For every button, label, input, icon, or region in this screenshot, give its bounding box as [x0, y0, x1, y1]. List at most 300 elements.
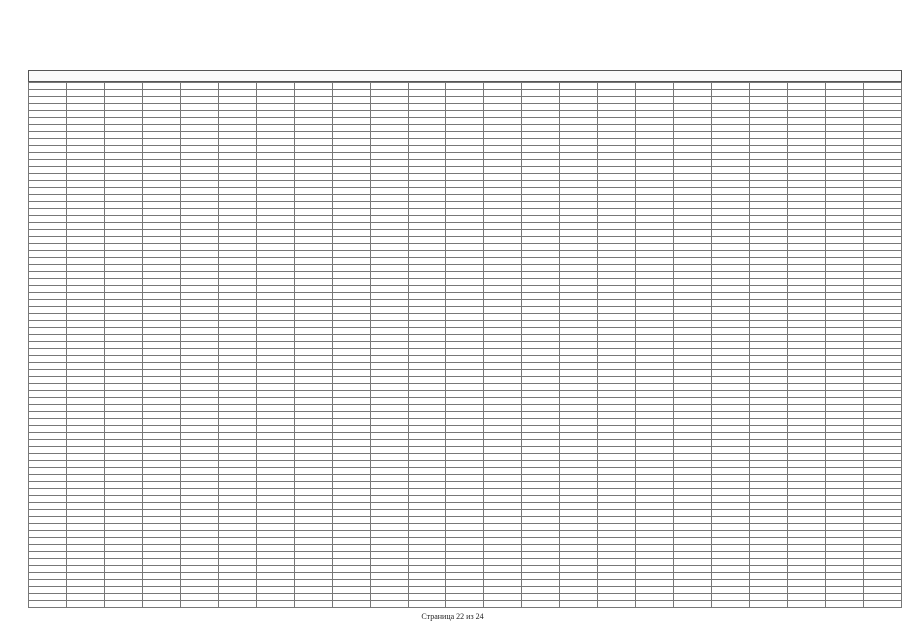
table-cell [863, 377, 901, 384]
table-cell [674, 510, 712, 517]
table-cell [826, 510, 864, 517]
table-cell [522, 160, 560, 167]
table-row [29, 125, 902, 132]
table-cell [788, 419, 826, 426]
table-cell [332, 489, 370, 496]
table-cell [788, 587, 826, 594]
table-cell [788, 391, 826, 398]
table-cell [712, 391, 750, 398]
table-cell [256, 265, 294, 272]
table-cell [446, 398, 484, 405]
table-cell [826, 363, 864, 370]
table-cell [180, 146, 218, 153]
table-cell [66, 594, 104, 601]
table-cell [180, 517, 218, 524]
table-cell [408, 216, 446, 223]
table-cell [408, 237, 446, 244]
table-cell [66, 475, 104, 482]
table-cell [750, 489, 788, 496]
table-cell [29, 286, 67, 293]
table-cell [522, 258, 560, 265]
table-cell [218, 251, 256, 258]
table-cell [826, 160, 864, 167]
table-cell [863, 573, 901, 580]
table-cell [256, 251, 294, 258]
table-cell [863, 398, 901, 405]
table-cell [826, 258, 864, 265]
table-row [29, 510, 902, 517]
table-cell [674, 377, 712, 384]
table-cell [750, 573, 788, 580]
table-cell [863, 482, 901, 489]
table-cell [788, 209, 826, 216]
table-cell [256, 482, 294, 489]
table-cell [598, 244, 636, 251]
table-cell [256, 286, 294, 293]
table-cell [256, 552, 294, 559]
table-cell [218, 293, 256, 300]
table-cell [712, 426, 750, 433]
table-cell [788, 552, 826, 559]
table-cell [446, 111, 484, 118]
table-cell [408, 342, 446, 349]
table-cell [180, 363, 218, 370]
table-cell [29, 510, 67, 517]
table-row [29, 188, 902, 195]
table-cell [826, 433, 864, 440]
table-cell [636, 426, 674, 433]
table-cell [522, 328, 560, 335]
table-cell [446, 90, 484, 97]
table-cell [218, 454, 256, 461]
table-cell [484, 524, 522, 531]
table-cell [560, 461, 598, 468]
table-cell [750, 447, 788, 454]
table-cell [446, 251, 484, 258]
table-cell [408, 307, 446, 314]
table-cell [750, 426, 788, 433]
table-cell [712, 293, 750, 300]
table-cell [522, 272, 560, 279]
table-cell [104, 244, 142, 251]
table-cell [180, 384, 218, 391]
table-cell [712, 461, 750, 468]
table-cell [180, 223, 218, 230]
table-cell [674, 412, 712, 419]
table-cell [826, 566, 864, 573]
table-cell [294, 328, 332, 335]
table-cell [636, 237, 674, 244]
table-cell [598, 321, 636, 328]
table-cell [788, 132, 826, 139]
table-cell [750, 370, 788, 377]
table-cell [66, 202, 104, 209]
table-cell [446, 496, 484, 503]
table-cell [66, 335, 104, 342]
table-cell [408, 104, 446, 111]
table-cell [674, 272, 712, 279]
table-row [29, 503, 902, 510]
table-cell [180, 286, 218, 293]
table-cell [863, 342, 901, 349]
table-cell [180, 405, 218, 412]
table-row [29, 545, 902, 552]
table-cell [788, 97, 826, 104]
table-cell [66, 454, 104, 461]
table-cell [560, 412, 598, 419]
table-cell [522, 321, 560, 328]
table-cell [294, 188, 332, 195]
table-cell [522, 594, 560, 601]
table-cell [294, 160, 332, 167]
table-cell [484, 111, 522, 118]
table-cell [788, 251, 826, 258]
table-cell [522, 279, 560, 286]
table-cell [750, 237, 788, 244]
table-cell [332, 125, 370, 132]
table-cell [560, 594, 598, 601]
table-row [29, 258, 902, 265]
table-cell [484, 482, 522, 489]
table-cell [408, 601, 446, 608]
table-cell [522, 90, 560, 97]
table-cell [750, 139, 788, 146]
table-cell [180, 90, 218, 97]
table-cell [484, 321, 522, 328]
table-cell [446, 307, 484, 314]
table-cell [370, 475, 408, 482]
table-cell [294, 370, 332, 377]
table-cell [788, 90, 826, 97]
table-cell [750, 146, 788, 153]
table-cell [370, 545, 408, 552]
table-cell [522, 216, 560, 223]
table-cell [636, 188, 674, 195]
table-cell [66, 440, 104, 447]
table-cell [522, 335, 560, 342]
table-cell [180, 426, 218, 433]
table-cell [104, 216, 142, 223]
table-cell [712, 398, 750, 405]
table-cell [408, 146, 446, 153]
table-cell [66, 356, 104, 363]
table-cell [560, 510, 598, 517]
table-cell [294, 237, 332, 244]
table-cell [826, 426, 864, 433]
table-cell [826, 468, 864, 475]
table-cell [408, 587, 446, 594]
table-cell [446, 461, 484, 468]
table-cell [294, 307, 332, 314]
table-row [29, 405, 902, 412]
table-cell [29, 174, 67, 181]
table-cell [674, 440, 712, 447]
table-cell [294, 475, 332, 482]
table-cell [674, 517, 712, 524]
table-cell [29, 223, 67, 230]
table-cell [142, 489, 180, 496]
table-cell [560, 531, 598, 538]
table-row [29, 517, 902, 524]
table-cell [218, 97, 256, 104]
table-cell [826, 300, 864, 307]
table-cell [750, 265, 788, 272]
table-cell [218, 419, 256, 426]
table-cell [826, 552, 864, 559]
table-cell [826, 412, 864, 419]
table-cell [218, 461, 256, 468]
table-cell [598, 300, 636, 307]
table-cell [66, 503, 104, 510]
table-cell [484, 559, 522, 566]
table-cell [408, 160, 446, 167]
table-cell [712, 370, 750, 377]
table-row [29, 167, 902, 174]
table-row [29, 433, 902, 440]
table-cell [484, 384, 522, 391]
table-cell [788, 524, 826, 531]
table-cell [788, 454, 826, 461]
table-cell [408, 349, 446, 356]
table-cell [29, 412, 67, 419]
table-cell [712, 482, 750, 489]
table-cell [104, 146, 142, 153]
table-cell [674, 195, 712, 202]
table-cell [256, 293, 294, 300]
table-cell [332, 293, 370, 300]
table-row [29, 160, 902, 167]
table-cell [370, 503, 408, 510]
table-cell [712, 230, 750, 237]
table-cell [294, 321, 332, 328]
table-cell [256, 342, 294, 349]
table-cell [826, 230, 864, 237]
table-cell [104, 524, 142, 531]
table-cell [180, 216, 218, 223]
table-cell [788, 405, 826, 412]
table-cell [332, 216, 370, 223]
table-cell [104, 517, 142, 524]
table-cell [750, 433, 788, 440]
table-row [29, 601, 902, 608]
table-cell [180, 160, 218, 167]
table-cell [863, 237, 901, 244]
table-row [29, 181, 902, 188]
table-cell [674, 447, 712, 454]
table-cell [674, 454, 712, 461]
table-cell [104, 118, 142, 125]
table-cell [560, 202, 598, 209]
table-cell [408, 244, 446, 251]
table-cell [66, 566, 104, 573]
table-cell [636, 461, 674, 468]
table-cell [104, 461, 142, 468]
table-cell [218, 503, 256, 510]
table-cell [256, 370, 294, 377]
table-row [29, 349, 902, 356]
table-cell [256, 104, 294, 111]
table-cell [408, 90, 446, 97]
table-cell [636, 300, 674, 307]
table-cell [484, 545, 522, 552]
table-cell [712, 139, 750, 146]
table-cell [294, 97, 332, 104]
table-cell [294, 545, 332, 552]
table-cell [598, 412, 636, 419]
table-cell [180, 237, 218, 244]
table-cell [446, 489, 484, 496]
table-cell [29, 370, 67, 377]
table-cell [180, 370, 218, 377]
table-cell [560, 489, 598, 496]
table-cell [712, 405, 750, 412]
table-cell [294, 174, 332, 181]
table-cell [104, 447, 142, 454]
table-cell [826, 279, 864, 286]
table-cell [522, 475, 560, 482]
table-cell [370, 398, 408, 405]
table-cell [863, 391, 901, 398]
table-cell [294, 482, 332, 489]
table-cell [674, 230, 712, 237]
table-cell [332, 83, 370, 90]
table-row [29, 566, 902, 573]
table-cell [750, 468, 788, 475]
table-cell [788, 566, 826, 573]
table-cell [29, 188, 67, 195]
table-cell [218, 146, 256, 153]
table-cell [218, 531, 256, 538]
table-cell [29, 237, 67, 244]
table-cell [674, 167, 712, 174]
table-cell [180, 118, 218, 125]
table-cell [29, 391, 67, 398]
table-cell [29, 97, 67, 104]
table-cell [598, 90, 636, 97]
table-cell [826, 251, 864, 258]
table-cell [446, 244, 484, 251]
table-cell [712, 300, 750, 307]
table-cell [294, 139, 332, 146]
table-cell [484, 181, 522, 188]
table-cell [446, 601, 484, 608]
table-cell [674, 139, 712, 146]
table-cell [66, 216, 104, 223]
table-cell [674, 356, 712, 363]
table-cell [446, 573, 484, 580]
table-cell [218, 216, 256, 223]
table-cell [446, 153, 484, 160]
table-cell [598, 335, 636, 342]
table-cell [560, 97, 598, 104]
table-cell [522, 412, 560, 419]
table-cell [636, 251, 674, 258]
table-cell [484, 356, 522, 363]
table-cell [408, 545, 446, 552]
table-cell [484, 447, 522, 454]
table-cell [66, 307, 104, 314]
table-cell [256, 405, 294, 412]
table-cell [788, 398, 826, 405]
table-cell [446, 293, 484, 300]
table-cell [29, 475, 67, 482]
table-cell [408, 125, 446, 132]
table-cell [332, 496, 370, 503]
table-cell [180, 559, 218, 566]
table-cell [29, 454, 67, 461]
table-cell [29, 503, 67, 510]
table-cell [826, 335, 864, 342]
table-cell [142, 545, 180, 552]
table-cell [750, 97, 788, 104]
table-cell [104, 587, 142, 594]
table-cell [446, 363, 484, 370]
table-cell [560, 230, 598, 237]
table-cell [104, 573, 142, 580]
table-cell [370, 440, 408, 447]
table-cell [712, 321, 750, 328]
table-cell [29, 125, 67, 132]
table-cell [294, 83, 332, 90]
table-cell [674, 111, 712, 118]
table-cell [598, 167, 636, 174]
table-cell [636, 552, 674, 559]
table-cell [370, 160, 408, 167]
table-cell [142, 349, 180, 356]
table-cell [218, 377, 256, 384]
table-cell [294, 356, 332, 363]
table-cell [788, 265, 826, 272]
table-cell [522, 391, 560, 398]
table-cell [66, 517, 104, 524]
table-cell [332, 510, 370, 517]
table-cell [636, 153, 674, 160]
table-cell [826, 573, 864, 580]
table-cell [636, 90, 674, 97]
table-cell [180, 510, 218, 517]
table-cell [598, 230, 636, 237]
table-cell [332, 412, 370, 419]
table-cell [29, 419, 67, 426]
table-cell [598, 174, 636, 181]
table-row [29, 482, 902, 489]
table-cell [29, 461, 67, 468]
table-cell [598, 461, 636, 468]
table-cell [294, 209, 332, 216]
table-cell [788, 433, 826, 440]
table-cell [29, 118, 67, 125]
table-cell [180, 566, 218, 573]
table-cell [522, 384, 560, 391]
table-cell [826, 97, 864, 104]
table-cell [294, 104, 332, 111]
table-cell [712, 538, 750, 545]
table-cell [636, 342, 674, 349]
table-cell [522, 538, 560, 545]
table-cell [66, 342, 104, 349]
table-cell [826, 118, 864, 125]
table-cell [180, 594, 218, 601]
table-cell [522, 517, 560, 524]
table-cell [66, 580, 104, 587]
table-cell [142, 244, 180, 251]
table-cell [370, 552, 408, 559]
table-cell [332, 174, 370, 181]
table-cell [636, 146, 674, 153]
table-cell [674, 475, 712, 482]
table-cell [863, 363, 901, 370]
table-cell [788, 510, 826, 517]
